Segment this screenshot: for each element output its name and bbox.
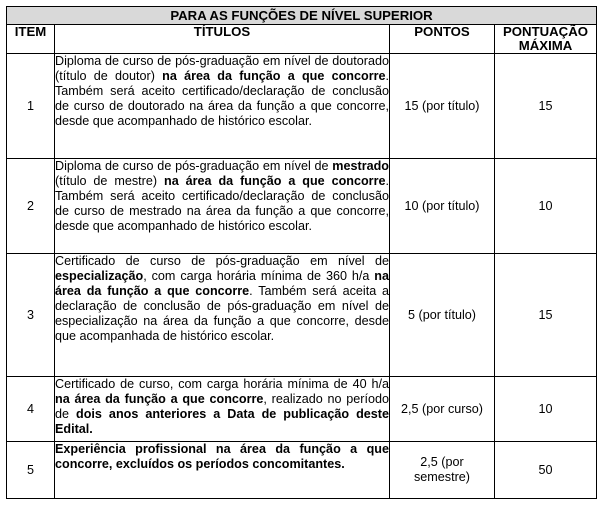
description-text: (título de mestre) [55, 174, 164, 188]
row-points: 5 (por título) [390, 254, 495, 377]
row-max-score: 10 [495, 159, 597, 254]
description-text: Certificado de curso de pós-graduação em nível de [55, 254, 389, 268]
description-text: . Também será aceita a declaração de conclusão de pós-graduação em nível de especialização na área da função a que concorre, desde que acompanhada de histórico escolar. [55, 284, 390, 343]
row-points-line1: 2,5 (por [420, 455, 464, 469]
header-pontuacao-line1: PONTUAÇÃO [503, 24, 588, 39]
row-points [390, 442, 495, 499]
description-bold-text: na área da função a que concorre [162, 69, 386, 83]
row-max-score: 50 [495, 442, 597, 499]
description-text: Certificado de curso, com carga horária mínima de 40 h/a [55, 377, 389, 391]
row-description [55, 54, 390, 159]
header-pontuacao-line2: MÁXIMA [518, 38, 573, 53]
description-bold-text: Experiência profissional na área da função a que concorre, excluídos os períodos concomitantes. [55, 442, 389, 471]
description-bold-text: dois anos anteriores a Data de publicação deste Edital. [55, 407, 389, 436]
row-points-line2: semestre) [414, 470, 470, 484]
row-max-score: 10 [495, 377, 597, 442]
header-titulos: TÍTULOS [55, 25, 390, 54]
description-bold-text: mestrado [332, 159, 389, 173]
table-row [7, 377, 597, 442]
row-item-number: 5 [7, 442, 55, 499]
description-bold-text: na área da função a que concorre [164, 174, 386, 188]
table-row [7, 254, 597, 377]
row-item-number: 3 [7, 254, 55, 377]
row-points: 10 (por título) [390, 159, 495, 254]
header-pontuacao-maxima [495, 25, 597, 54]
header-row [7, 25, 597, 54]
row-item-number: 4 [7, 377, 55, 442]
description-text: Diploma de curso de pós-graduação em nível de [55, 159, 333, 173]
description-text: , com carga horária mínima de 360 h/a [143, 269, 375, 283]
table-row [7, 159, 597, 254]
table-title: PARA AS FUNÇÕES DE NÍVEL SUPERIOR [7, 7, 597, 25]
row-description [55, 442, 390, 499]
row-points: 15 (por título) [390, 54, 495, 159]
description-text: Diploma de curso de pós-graduação em nível de doutorado (título de doutor) [55, 54, 389, 83]
description-bold-text: na área da função a que concorre [55, 269, 389, 298]
row-max-score: 15 [495, 254, 597, 377]
description-bold-text: especialização [55, 269, 144, 283]
row-points: 2,5 (por curso) [390, 377, 495, 442]
description-text: , realizado no período de [55, 392, 389, 421]
scoring-table [6, 6, 597, 499]
header-pontos: PONTOS [390, 25, 495, 54]
table-title-row [7, 7, 597, 25]
description-text: . Também será aceito certificado/declaração de conclusão de curso de doutorado na área da função a que concorre, desde que acompanhado de histórico escolar. [55, 69, 390, 128]
header-item: ITEM [7, 25, 55, 54]
row-item-number: 1 [7, 54, 55, 159]
row-item-number: 2 [7, 159, 55, 254]
row-description [55, 377, 390, 442]
row-description [55, 254, 390, 377]
row-description [55, 159, 390, 254]
table-row [7, 442, 597, 499]
description-text: . Também será aceito certificado/declaração de conclusão de curso de mestrado na área da função a que concorre, desde que acompanhado de histórico escolar. [55, 174, 389, 233]
table-row [7, 54, 597, 159]
row-max-score: 15 [495, 54, 597, 159]
description-bold-text: na área da função a que concorre [55, 392, 264, 406]
